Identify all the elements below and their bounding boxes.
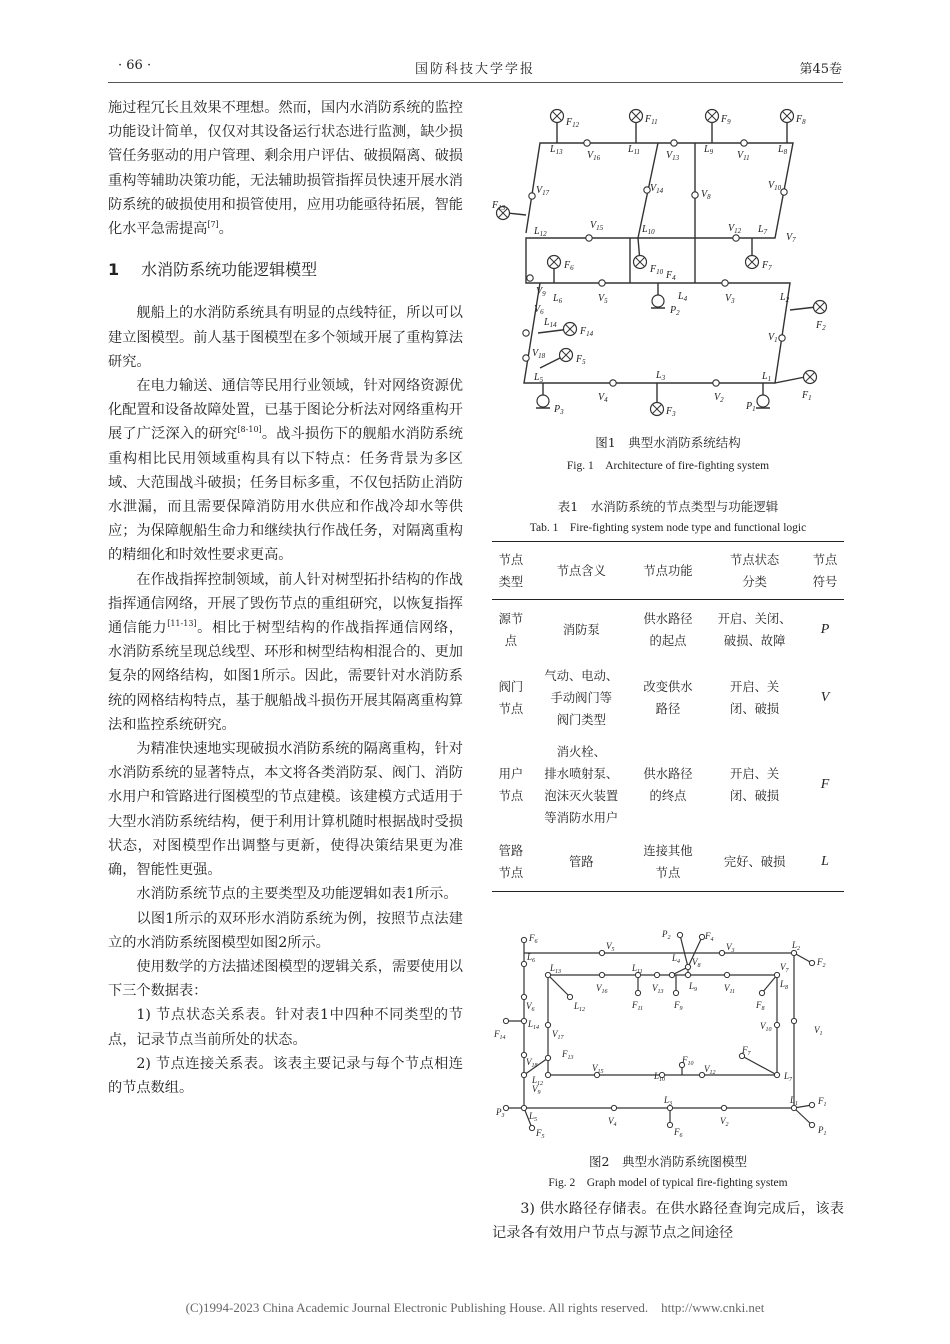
svg-text:V16: $V_{16}$ — [596, 983, 608, 995]
svg-text:F3: $F_3$ — [666, 406, 676, 418]
svg-text:V17: $V_{17}$ — [552, 1029, 564, 1041]
paragraph: 使用数学的方法描述图模型的逻辑关系，需要使用以下三个数据表： — [108, 958, 463, 1000]
svg-text:F13: $F_{13}$ — [492, 200, 506, 212]
svg-text:V14: $V_{14}$ — [650, 183, 664, 195]
svg-text:V12: $V_{12}$ — [704, 1064, 716, 1076]
paragraph: 舰船上的水消防系统具有明显的点线特征，所以可以建立图模型。前人基于图模型在多个领域开展了重构算法研究。 — [108, 305, 463, 370]
paragraph: 在作战指挥控制领域，前人针对树型拓扑结构的作战指挥通信网络，开展了毁伤节点的重组研究，以恢复指挥通信能力[11-13]。相比于树型结构的作战指挥通信网络，水消防系统呈现总线型、环形和树型结构相混合的、更加复杂的网络结构，如图1所示。因此，需要针对水消防系统的网格结构特点，基于舰船战斗损伤开展其隔离重构算法和监控系统研究。 — [108, 571, 463, 733]
svg-text:V10: $V_{10}$ — [768, 180, 782, 192]
svg-text:V18: $V_{18}$ — [532, 348, 546, 360]
table-cell: 气动、电动、 手动阀门等 阀门类型 — [544, 668, 619, 727]
svg-text:F8: $F_8$ — [756, 1000, 765, 1012]
svg-text:L14: $L_{14}$ — [544, 317, 557, 329]
table-cell: 供水路径 的起点 — [643, 611, 693, 648]
volume-label: 第45卷 — [799, 62, 842, 77]
table-cell: 完好、破损 — [723, 855, 786, 870]
svg-text:F9: $F_9$ — [674, 1000, 683, 1012]
table-cell: 改变供水 路径 — [643, 679, 693, 716]
table-header-row — [492, 542, 844, 600]
svg-text:V3: $V_3$ — [726, 942, 735, 954]
svg-text:L12: $L_{12}$ — [574, 1001, 586, 1013]
svg-text:L13: $L_{13}$ — [550, 144, 563, 156]
svg-text:V17: $V_{17}$ — [536, 185, 550, 197]
svg-text:V8: $V_8$ — [692, 957, 701, 969]
svg-text:V6: $V_6$ — [534, 304, 544, 316]
svg-text:L1: $L_1$ — [762, 371, 772, 383]
svg-text:F9: $F_9$ — [721, 114, 731, 126]
header-cell: 节点 类型 — [498, 552, 524, 589]
table-cell: 开启、关闭、 破损、故障 — [717, 611, 792, 648]
header-rule — [108, 82, 843, 83]
table-row — [492, 834, 844, 892]
svg-text:L12: $L_{12}$ — [532, 1075, 544, 1087]
svg-text:L8: $L_8$ — [778, 144, 788, 156]
svg-text:L11: $L_{11}$ — [628, 144, 641, 156]
svg-text:L4: $L_4$ — [672, 953, 681, 965]
svg-text:L3: $L_3$ — [664, 1095, 673, 1107]
svg-text:V7: $V_7$ — [780, 962, 789, 974]
svg-text:F10: $F_{10}$ — [682, 1055, 694, 1067]
figure-1-diagram — [490, 100, 850, 425]
table-cell: 开启、关 闭、破损 — [730, 766, 780, 803]
svg-text:V11: $V_{11}$ — [724, 983, 736, 995]
svg-text:F2: $F_2$ — [817, 957, 826, 969]
svg-text:V10: $V_{10}$ — [760, 1021, 772, 1033]
table-cell: 消火栓、 排水喷射泵、 泡沫灭火装置 等消防水用户 — [544, 744, 619, 825]
table-cell: F — [820, 776, 830, 792]
svg-text:V9: $V_9$ — [532, 1084, 541, 1096]
table-1 — [492, 541, 844, 892]
paragraph: 以图1所示的双环形水消防系统为例，按照节点法建立的水消防系统图模型如图2所示。 — [108, 910, 463, 951]
svg-text:V5: $V_5$ — [598, 293, 608, 305]
table-1-caption-en: Tab. 1 Fire-fighting system node type and functional logic — [529, 522, 807, 534]
svg-text:F6: $F_6$ — [564, 260, 574, 272]
header-cell: 节点 符号 — [812, 552, 838, 589]
figure-2-caption: 图2 典型水消防系统图模型 — [589, 1154, 747, 1169]
svg-text:V18: $V_{18}$ — [526, 1057, 538, 1069]
svg-text:L8: $L_8$ — [780, 979, 789, 991]
svg-text:L9: $L_9$ — [704, 144, 714, 156]
svg-text:V16: $V_{16}$ — [587, 150, 601, 162]
svg-text:L7: $L_7$ — [784, 1071, 793, 1083]
paragraph: 1) 节点状态关系表。针对表1中四种不同类型的节点，记录节点当前所处的状态。 — [108, 1007, 463, 1048]
svg-text:F10: $F_{10}$ — [650, 264, 664, 276]
table-cell: 阀门 节点 — [498, 679, 524, 716]
table-cell: 管路 — [569, 855, 594, 870]
svg-text:L13: $L_{13}$ — [550, 963, 562, 975]
table-cell: P — [820, 621, 830, 637]
svg-text:V4: $V_4$ — [598, 392, 608, 404]
svg-text:L10: $L_{10}$ — [642, 224, 655, 236]
page-number: · 66 · — [118, 58, 152, 73]
table-cell: 管路 节点 — [498, 844, 524, 881]
svg-text:L10: $L_{10}$ — [654, 1071, 666, 1083]
paragraph: 2) 节点连接关系表。该表主要记录与每个节点相连的节点数组。 — [108, 1055, 463, 1096]
svg-text:V12: $V_{12}$ — [728, 223, 742, 235]
svg-text:V1: $V_1$ — [814, 1025, 823, 1037]
svg-text:L3: $L_3$ — [656, 370, 666, 382]
svg-text:V7: $V_7$ — [786, 232, 796, 244]
svg-text:F11: $F_{11}$ — [632, 1000, 644, 1012]
svg-text:V5: $V_5$ — [606, 941, 615, 953]
paragraph: 在电力输送、通信等民用行业领域，针对网络资源优化配置和设备故障处置，已基于图论分析法对网络重构开展了广泛深入的研究[8-10]。战斗损伤下的舰船水消防系统重构相比民用领域重构具有以下特点：任务背景为多区域、大范围战斗破损；任务目标多重，不仅包括防止消防水泄漏，而且需要保障消防用水供应和作战冷却水等供应；为保障舰船生命力和继续执行作战任务，对隔离重构的精细化和时效性要求更高。 — [108, 378, 463, 564]
header-cell: 节点状态 分类 — [730, 552, 780, 589]
svg-text:F12: $F_{12}$ — [566, 117, 580, 129]
svg-text:V8: $V_8$ — [701, 189, 711, 201]
svg-text:V6: $V_6$ — [526, 1001, 535, 1013]
svg-text:V3: $V_3$ — [725, 293, 735, 305]
svg-text:V15: $V_{15}$ — [592, 1063, 604, 1075]
figure-1-caption-en: Fig. 1 Architecture of fire-fighting system — [566, 460, 770, 472]
table-cell: 消防泵 — [562, 622, 600, 637]
svg-text:P3: $P_3$ — [496, 1107, 505, 1119]
figure-2-caption-en: Fig. 2 Graph model of typical fire-fighting system — [548, 1177, 788, 1189]
table-row — [492, 600, 844, 660]
journal-title: 国防科技大学学报 — [414, 62, 535, 77]
svg-text:F6: $F_6$ — [674, 1127, 683, 1139]
svg-text:L2: $L_2$ — [792, 940, 801, 952]
table-cell: 源节 点 — [498, 611, 524, 648]
table-cell: 用户 节点 — [498, 766, 524, 803]
figure-1-caption: 图1 典型水消防系统结构 — [595, 435, 741, 450]
svg-text:F1: $F_1$ — [818, 1096, 827, 1108]
paragraph: 为精准快速地实现破损水消防系统的隔离重构，针对水消防系统的显著特点，本文将各类消防泵、阀门、消防水用户和管路进行图模型的节点建模。该建模方式适用于大型水消防系统结构，便于利用计算机随时根据战时受损状态，对图模型作出调整与更新，使得决策结果更为准确，智能性更强。 — [108, 741, 463, 879]
copyright-footer: (C)1994-2023 China Academic Journal Electronic Publishing House. All rights reserved. http://www.cnki.net — [185, 1300, 765, 1315]
svg-text:L14: $L_{14}$ — [528, 1019, 540, 1031]
figure-2-diagram — [492, 925, 844, 1140]
svg-text:V13: $V_{13}$ — [666, 150, 680, 162]
paragraph: 3) 供水路径存储表。在供水路径查询完成后，该表记录各有效用户节点与源节点之间途径 — [492, 1201, 844, 1242]
svg-text:V11: $V_{11}$ — [737, 150, 750, 162]
svg-text:F13: $F_{13}$ — [562, 1049, 574, 1061]
table-cell: 连接其他 节点 — [643, 844, 693, 881]
svg-text:V15: $V_{15}$ — [590, 220, 604, 232]
svg-text:V4: $V_4$ — [608, 1116, 617, 1128]
paragraph: 水消防系统节点的主要类型及功能逻辑如表1所示。 — [136, 886, 458, 903]
svg-text:F5: $F_5$ — [576, 354, 586, 366]
svg-text:F2: $F_2$ — [816, 320, 826, 332]
table-cell: L — [821, 854, 829, 870]
svg-text:V2: $V_2$ — [720, 1116, 729, 1128]
svg-text:P1: $P_1$ — [818, 1125, 827, 1137]
svg-text:L1: $L_1$ — [790, 1095, 799, 1107]
svg-text:F11: $F_{11}$ — [645, 114, 658, 126]
svg-text:F5: $F_5$ — [536, 1128, 545, 1140]
svg-text:F7: $F_7$ — [742, 1045, 751, 1057]
header-cell: 节点含义 — [556, 563, 606, 578]
svg-text:P2: $P_2$ — [670, 305, 680, 317]
svg-text:V9: $V_9$ — [536, 286, 546, 298]
svg-text:L12: $L_{12}$ — [534, 226, 547, 238]
svg-text:P2: $P_2$ — [662, 929, 671, 941]
svg-text:F8: $F_8$ — [796, 114, 806, 126]
svg-text:L11: $L_{11}$ — [632, 963, 643, 975]
table-row — [492, 736, 844, 834]
svg-text:F14: $F_{14}$ — [580, 326, 594, 338]
svg-text:P1: $P_1$ — [746, 401, 756, 413]
svg-text:F14: $F_{14}$ — [494, 1029, 506, 1041]
table-1-caption: 表1 水消防系统的节点类型与功能逻辑 — [557, 499, 779, 514]
table-cell: 开启、关 闭、破损 — [730, 679, 780, 716]
svg-text:L6: $L_6$ — [527, 952, 536, 964]
svg-text:P3: $P_3$ — [554, 404, 564, 416]
svg-text:L2: $L_2$ — [780, 292, 790, 304]
svg-text:F6: $F_6$ — [529, 933, 538, 945]
svg-text:L5: $L_5$ — [534, 372, 544, 384]
svg-text:F4: $F_4$ — [666, 270, 676, 282]
svg-text:L5: $L_5$ — [529, 1111, 538, 1123]
svg-text:F7: $F_7$ — [762, 260, 772, 272]
svg-text:V1: $V_1$ — [768, 332, 778, 344]
left-column — [108, 96, 463, 1100]
svg-text:F4: $F_4$ — [705, 931, 714, 943]
table-cell: V — [820, 689, 830, 705]
paragraph: 施过程冗长且效果不理想。然而，国内水消防系统的监控功能设计简单，仅仅对其设备运行状态进行监测，缺少损管任务驱动的用户管理、剩余用户评估、破损隔离、破损重构等辅助决策功能，无法辅助损管指挥员快速开展水消防系统的破损使用和损管使用，应用功能亟待拓展，智能化水平急需提高[7]。 — [108, 100, 463, 238]
svg-text:F1: $F_1$ — [802, 390, 812, 402]
svg-text:V13: $V_{13}$ — [652, 983, 664, 995]
table-cell: 供水路径 的终点 — [643, 766, 693, 803]
header-cell: 节点功能 — [643, 563, 693, 578]
svg-text:L9: $L_9$ — [689, 981, 698, 993]
svg-text:L7: $L_7$ — [758, 224, 768, 236]
table-row — [492, 660, 844, 736]
svg-text:L4: $L_4$ — [678, 291, 688, 303]
svg-text:V2: $V_2$ — [714, 392, 724, 404]
svg-text:L6: $L_6$ — [553, 293, 563, 305]
right-column — [492, 1197, 844, 1245]
section-heading: 1 水消防系统功能逻辑模型 — [108, 260, 318, 280]
